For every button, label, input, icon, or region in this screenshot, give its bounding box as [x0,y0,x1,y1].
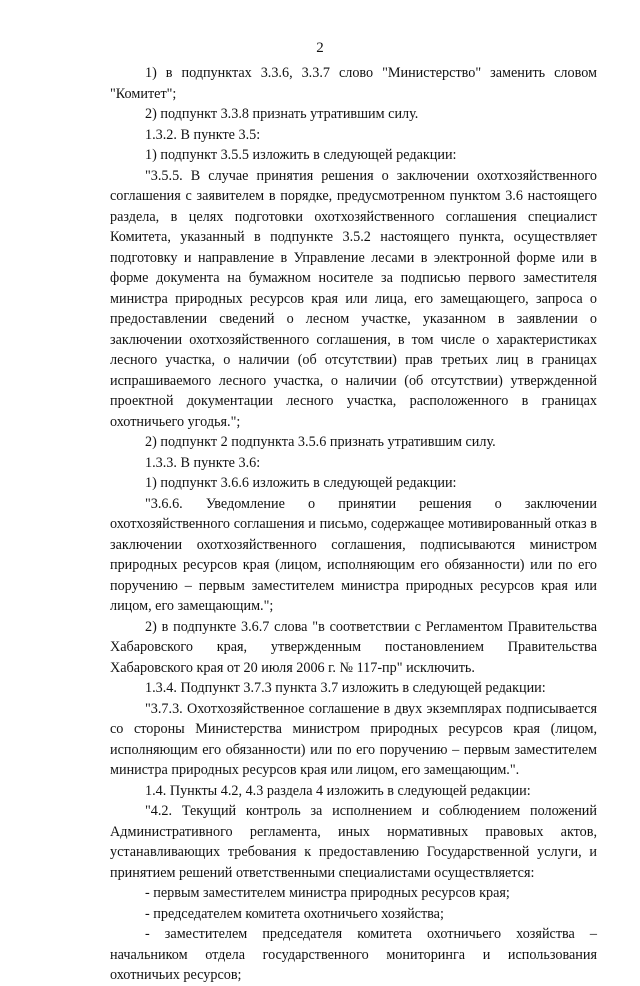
paragraph-12: "3.7.3. Охотхозяйственное соглашение в двух экземплярах подписывается со стороны Министерства министром природных ресурсов края (лицом, исполняющим его обязанности) или по его поручению – первым заместителем министра природных ресурсов края или лицом, его замещающим.". [110,700,597,778]
paragraph-8: 1) подпункт 3.6.6 изложить в следующей редакции: [145,475,457,491]
list-item: - заместителем председателя комитета охотничьего хозяйства – начальником отдела государственного мониторинга и использования охотничьих ресурсов; [110,926,597,983]
list-item: - председателем комитета охотничьего хозяйства; [145,905,444,922]
document-body [110,63,597,986]
paragraph-4: 1) подпункт 3.5.5 изложить в следующей редакции: [145,147,457,163]
paragraph-13: 1.4. Пункты 4.2, 4.3 раздела 4 изложить в следующей редакции: [145,782,531,799]
paragraph-9: "3.6.6. Уведомление о принятии решения о заключении охотхозяйственного соглашения и письмо, содержащее мотивированный отказ в заключении охотхозяйственного соглашения, подписываются министром природных ресурсов края (лицом, исполняющим его обязанности) или по его поручению – первым заместителем министра природных ресурсов края или лицом, его замещающим."; [110,495,597,614]
paragraph-10: 2) в подпункте 3.6.7 слова "в соответствии с Регламентом Правительства Хабаровского края, утвержденным постановлением Правительства Хабаровского края от 20 июля 2006 г. № 117-пр" исключить. [110,618,597,676]
paragraph-7: 1.3.3. В пункте 3.6: [145,454,261,471]
page-number: 2 [316,40,324,56]
paragraph-14: "4.2. Текущий контроль за исполнением и соблюдением положений Административного регламента, иных нормативных правовых актов, устанавливающих требования к предоставлению Государственной услуги, и принятием решений ответственными специалистами осуществляется: [110,803,597,881]
list-item: - первым заместителем министра природных ресурсов края; [145,885,510,901]
paragraph-3: 1.3.2. В пункте 3.5: [145,126,261,143]
paragraph-6: 2) подпункт 2 подпункта 3.5.6 признать утратившим силу. [145,434,496,450]
paragraph-11: 1.3.4. Подпункт 3.7.3 пункта 3.7 изложить в следующей редакции: [145,680,546,696]
paragraph-2: 2) подпункт 3.3.8 признать утратившим силу. [145,106,419,122]
paragraph-5: "3.5.5. В случае принятия решения о заключении охотхозяйственного соглашения с заявителем в порядке, предусмотренном пунктом 3.6 настоящего раздела, в целях подготовки охотхозяйственного соглашения специалист Комитета, указанный в подпункте 3.5.2 настоящего пункта, осуществляет подготовку и направление в Управление лесами в электронной форме или в форме документа на бумажном носителе за подписью первого заместителя министра природных ресурсов края или лица, его замещающего, запроса о предоставлении сведений о лесном участке, указанном в заявлении о заключении охотхозяйственного соглашения, в том числе о характеристиках лесного участка, о наличии (об отсутствии) прав третьих лиц в границах испрашиваемого лесного участка, о наличии (об отсутствии) утвержденной проектной документации лесного участка, расположенного в границах охотничьего угодья."; [110,167,597,430]
paragraph-1: 1) в подпунктах 3.3.6, 3.3.7 слово "Министерство" заменить словом "Комитет"; [110,65,597,102]
